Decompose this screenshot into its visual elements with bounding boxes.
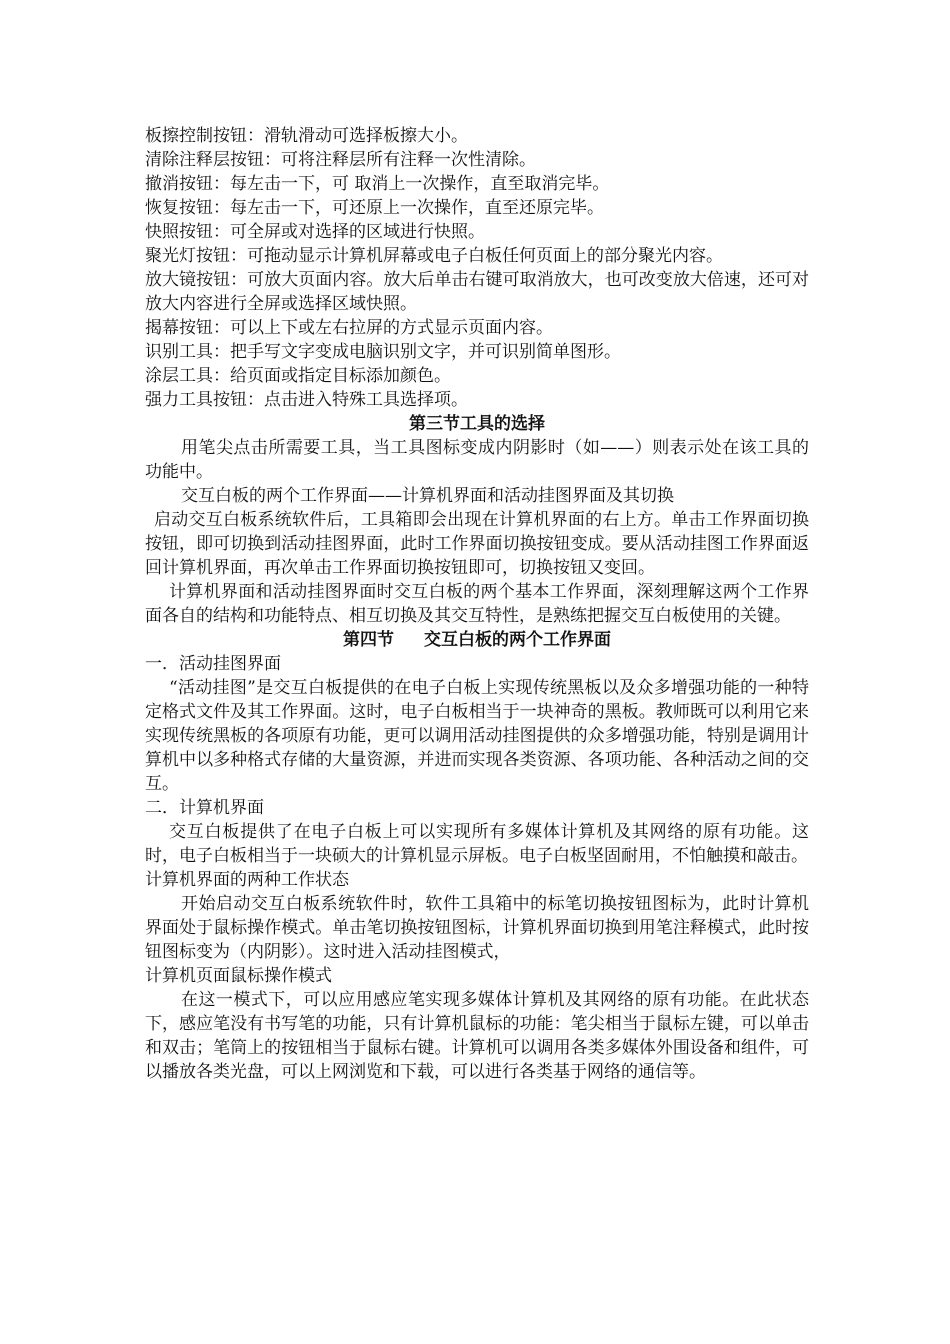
section-3-paragraph-2: 交互白板的两个工作界面——计算机界面和活动挂图界面及其切换 bbox=[181, 486, 674, 506]
tool-item-snapshot: 快照按钮：可全屏或对选择的区域进行快照。 bbox=[145, 222, 485, 242]
section-4-title bbox=[145, 628, 809, 652]
section-4-heading: 交互白板的两个工作界面 bbox=[424, 630, 611, 650]
section-3-paragraph-4: 计算机界面和活动挂图界面时交互白板的两个基本工作界面，深刻理解这两个工作界面各自的结构和功能特点、相互切换及其交互特性，是熟练把握交互白板使用的关键。 bbox=[145, 582, 809, 626]
tool-item-reveal: 揭幕按钮：可以上下或左右拉屏的方式显示页面内容。 bbox=[145, 318, 553, 338]
subheading-two-states: 计算机界面的两种工作状态 bbox=[145, 870, 349, 890]
tool-item-spotlight: 聚光灯按钮：可拖动显示计算机屏幕或电子白板任何页面上的部分聚光内容。 bbox=[145, 246, 723, 266]
tool-item-eraser: 板擦控制按钮：滑轨滑动可选择板擦大小。 bbox=[145, 126, 468, 146]
tool-item-magnifier: 放大镜按钮：可放大页面内容。放大后单击右键可取消放大，也可改变放大倍速，还可对放大内容进行全屏或选择区域快照。 bbox=[145, 270, 809, 314]
tool-item-clear-annotations: 清除注释层按钮：可将注释层所有注释一次性清除。 bbox=[145, 150, 536, 170]
mouse-mode-paragraph: 在这一模式下，可以应用感应笔实现多媒体计算机及其网络的原有功能。在此状态下，感应笔没有书写笔的功能，只有计算机鼠标的功能：笔尖相当于鼠标左键，可以单击和双击；笔筒上的按钮相当于鼠标右键。计算机可以调用各类多媒体外围设备和组件，可以播放各类光盘，可以上网浏览和下载，可以进行各类基于网络的通信等。 bbox=[145, 990, 809, 1082]
tool-item-fill: 涂层工具：给页面或指定目标添加颜色。 bbox=[145, 366, 451, 386]
tool-item-recognition: 识别工具：把手写文字变成电脑识别文字，并可识别简单图形。 bbox=[145, 342, 621, 362]
section-3-paragraph-1: 用笔尖点击所需要工具，当工具图标变成内阴影时（如——）则表示处在该工具的功能中。 bbox=[145, 438, 809, 482]
tool-item-redo: 恢复按钮：每左击一下，可还原上一次操作，直至还原完毕。 bbox=[145, 198, 604, 218]
subheading-computer: 二．计算机界面 bbox=[145, 798, 264, 818]
two-states-paragraph: 开始启动交互白板系统软件时，软件工具箱中的标笔切换按钮图标为，此时计算机界面处于鼠标操作模式。单击笔切换按钮图标，计算机界面切换到用笔注释模式，此时按钮图标变为（内阴影）。这时进入活动挂图模式， bbox=[145, 894, 809, 962]
tool-item-power-tools: 强力工具按钮：点击进入特殊工具选择项。 bbox=[145, 390, 468, 410]
computer-paragraph: 交互白板提供了在电子白板上可以实现所有多媒体计算机及其网络的原有功能。这时，电子白板相当于一块硕大的计算机显示屏板。电子白板坚固耐用，不怕触摸和敲击。 bbox=[145, 822, 809, 866]
flipchart-paragraph: “活动挂图”是交互白板提供的在电子白板上实现传统黑板以及众多增强功能的一种特定格式文件及其工作界面。这时，电子白板相当于一块神奇的黑板。教师既可以利用它来实现传统黑板的各项原有功能，更可以调用活动挂图提供的众多增强功能，特别是调用计算机中以多种格式存储的大量资源，并进而实现各类资源、各项功能、各种活动之间的交互。 bbox=[145, 678, 809, 794]
subheading-flipchart: 一．活动挂图界面 bbox=[145, 654, 281, 674]
tool-item-undo: 撤消按钮：每左击一下，可 取消上一次操作，直至取消完毕。 bbox=[145, 174, 610, 194]
section-4-number: 第四节 bbox=[343, 630, 394, 650]
section-3-title: 第三节工具的选择 bbox=[409, 414, 545, 434]
document-page bbox=[145, 124, 809, 1084]
section-3-paragraph-3: 启动交互白板系统软件后，工具箱即会出现在计算机界面的右上方。单击工作界面切换按钮，即可切换到活动挂图界面，此时工作界面切换按钮变成。要从活动挂图工作界面返回计算机界面，再次单击工作界面切换按钮即可，切换按钮又变回。 bbox=[145, 510, 809, 578]
subheading-mouse-mode: 计算机页面鼠标操作模式 bbox=[145, 966, 332, 986]
